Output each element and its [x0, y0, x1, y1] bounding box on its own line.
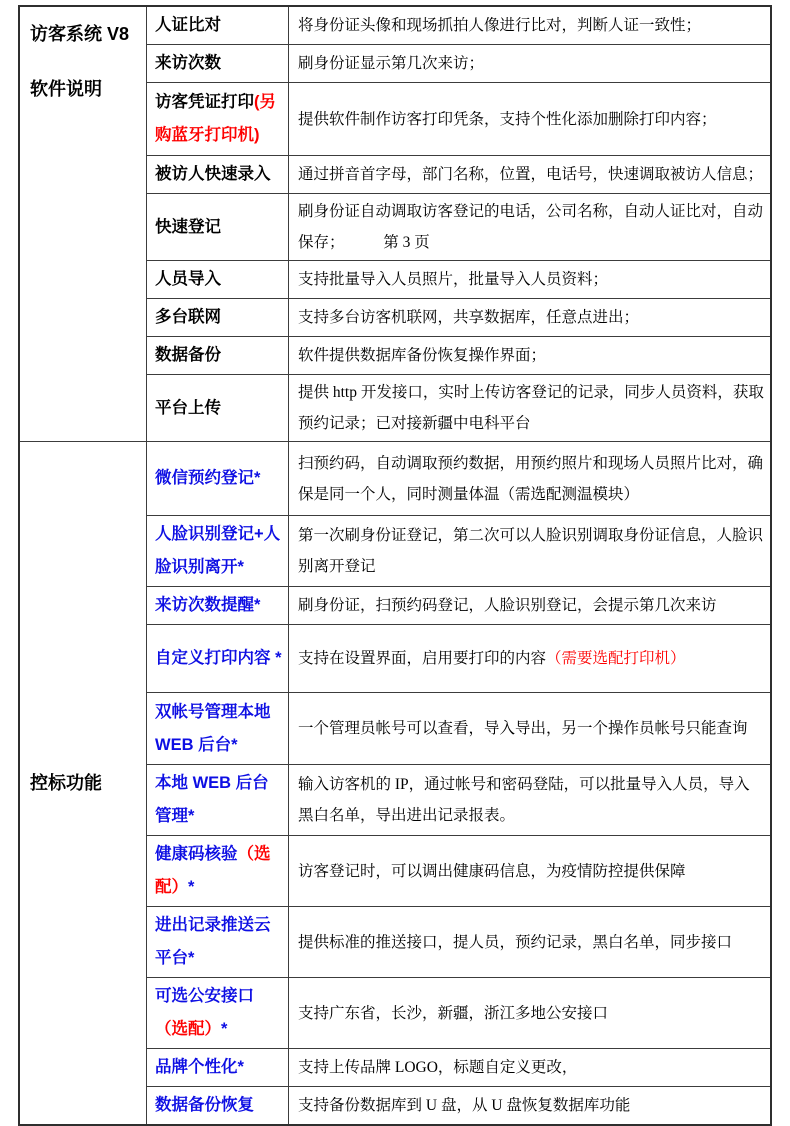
table-row: [147, 374, 770, 441]
feature-description-cell: [289, 194, 770, 260]
feature-description-cell: [289, 907, 770, 977]
feature-description-cell: [289, 83, 770, 155]
feature-description-cell: [289, 7, 770, 44]
feature-name: [155, 263, 221, 296]
section-header-line: 控标功能: [30, 773, 102, 793]
text-segment: 双帐号管理本地 WEB 后台*: [155, 702, 276, 754]
feature-description-cell: [289, 375, 770, 441]
feature-description: [298, 643, 686, 674]
text-segment: 支持批量导入人员照片，批量导入人员资料；: [298, 271, 609, 288]
feature-name: [155, 1051, 244, 1084]
text-segment: 支持上传品牌 LOGO，标题自定义更改，: [298, 1059, 578, 1076]
feature-description: [298, 590, 717, 621]
feature-description-cell: [289, 337, 770, 374]
feature-description: [298, 927, 732, 958]
feature-name: [155, 392, 221, 425]
text-segment: 来访次数提醒*: [155, 596, 261, 614]
feature-name: [155, 462, 260, 495]
feature-description-cell: [289, 156, 770, 193]
feature-name: [155, 211, 221, 244]
feature-description-cell: [289, 442, 770, 515]
text-segment: 人脸识别登记+人脸识别离开*: [155, 525, 281, 576]
text-segment: 数据备份恢复: [155, 1096, 254, 1114]
feature-description-cell: [289, 45, 770, 82]
table-row: [147, 835, 770, 906]
section-header-cell: [20, 7, 147, 441]
feature-description: [298, 769, 764, 831]
table-row: [147, 977, 770, 1048]
feature-name: [155, 642, 282, 675]
feature-name-cell: [147, 587, 289, 624]
feature-name-cell: [147, 1087, 289, 1124]
feature-description-cell: [289, 261, 770, 298]
feature-description-cell: [289, 693, 770, 764]
feature-description: [298, 104, 717, 135]
feature-name-cell: [147, 978, 289, 1048]
table-row: [147, 1086, 770, 1124]
feature-description-cell: [289, 1087, 770, 1124]
feature-description: [298, 1052, 577, 1083]
text-segment: 平台上传: [155, 398, 221, 417]
feature-description: [298, 998, 608, 1029]
text-segment: 提供软件制作访客打印凭条，支持个性化添加删除打印内容；: [298, 110, 717, 128]
text-segment: 支持多台访客机联网，共享数据库，任意点进出；: [298, 309, 640, 326]
feature-description: [298, 713, 748, 744]
feature-name-cell: [147, 375, 289, 441]
section-header-cell: [20, 442, 147, 1124]
text-segment: 被访人快速录入: [155, 165, 271, 183]
text-segment: 通过拼音首字母，部门名称，位置，电话号，快速调取被访人信息；: [298, 166, 764, 183]
feature-name: [155, 1089, 254, 1122]
text-segment: 人证比对: [155, 16, 221, 34]
feature-name-cell: [147, 693, 289, 764]
feature-description-cell: [289, 765, 770, 835]
table-row: [147, 260, 770, 298]
feature-description-cell: [289, 1049, 770, 1086]
feature-description: [298, 340, 546, 371]
section-header-line: 访客系统 V8: [30, 24, 130, 44]
feature-name: [155, 86, 284, 152]
text-segment: 数据备份: [155, 346, 221, 364]
text-segment: 访客凭证打印: [155, 93, 254, 111]
feature-name-cell: [147, 83, 289, 155]
text-segment: *: [221, 1020, 228, 1038]
text-segment: 快速登记: [155, 217, 221, 236]
feature-name: [155, 158, 271, 191]
text-segment: 将身份证头像和现场抓拍人像进行比对，判断人证一致性；: [298, 17, 702, 34]
feature-name-cell: [147, 194, 289, 260]
section-rows: [147, 7, 770, 441]
feature-description: [298, 159, 763, 190]
text-segment: 提供 http 开发接口，实时上传访客登记的记录，同步人员资料，获取预约记录；已对接新疆中电科平台: [298, 384, 764, 432]
text-segment: 本地 WEB 后台管理*: [155, 774, 269, 825]
feature-name-cell: [147, 442, 289, 515]
text-segment: 进出记录推送云平台*: [155, 916, 271, 967]
feature-description: [298, 856, 686, 887]
feature-description: [298, 10, 701, 41]
text-segment: 支持备份数据库到 U 盘，从 U 盘恢复数据库功能: [298, 1097, 631, 1114]
text-segment: 可选公安接口: [155, 987, 254, 1005]
feature-name: [155, 980, 284, 1046]
feature-name: [155, 696, 284, 762]
table-row: [147, 44, 770, 82]
text-segment: 扫预约码，自动调取预约数据，用预约照片和现场人员照片比对，确保是同一个人，同时测量体温（需选配测温模块）: [298, 454, 764, 503]
text-segment: 人员导入: [155, 270, 221, 288]
text-segment: 刷身份证，扫预约码登记，人脸识别登记，会提示第几次来访: [298, 597, 717, 614]
table-row: [147, 515, 770, 586]
feature-name: [155, 909, 284, 975]
feature-description: [298, 1090, 630, 1121]
feature-name-cell: [147, 836, 289, 906]
feature-name-cell: [147, 765, 289, 835]
table-row: [147, 298, 770, 336]
table-row: [147, 906, 770, 977]
table-row: [147, 336, 770, 374]
text-segment: 输入访客机的 IP，通过帐号和密码登陆，可以批量导入人员，导入黑白名单，导出进出记录报表。: [298, 776, 750, 824]
text-segment: 一个管理员帐号可以查看，导入导出，另一个操作员帐号只能查询: [298, 720, 748, 737]
text-segment: 第一次刷身份证登记，第二次可以人脸识别调取身份证信息，人脸识别离开登记: [298, 527, 764, 575]
text-segment: 支持广东省，长沙，新疆，浙江多地公安接口: [298, 1004, 609, 1022]
text-segment: 软件提供数据库备份恢复操作界面；: [298, 347, 547, 364]
text-segment: 健康码核验: [155, 845, 238, 863]
text-segment: *: [188, 878, 195, 896]
feature-description-cell: [289, 836, 770, 906]
feature-name: [155, 301, 221, 334]
text-segment: （需要选配打印机）: [546, 650, 686, 667]
feature-name: [155, 838, 284, 904]
feature-name-cell: [147, 299, 289, 336]
text-segment: (另购蓝牙打印机): [155, 93, 276, 144]
table-row: [147, 155, 770, 193]
text-segment: 刷身份证显示第几次来访；: [298, 55, 485, 72]
feature-description-cell: [289, 625, 770, 692]
feature-description: [298, 196, 764, 258]
feature-description: [298, 448, 764, 510]
feature-description: [298, 302, 639, 333]
feature-description: [298, 377, 764, 439]
feature-description-cell: [289, 299, 770, 336]
feature-name-cell: [147, 45, 289, 82]
feature-name-cell: [147, 907, 289, 977]
feature-description: [298, 264, 608, 295]
text-segment: 多台联网: [155, 308, 221, 326]
feature-name: [155, 518, 284, 584]
table-row: [147, 764, 770, 835]
feature-name-cell: [147, 7, 289, 44]
feature-name: [155, 767, 284, 833]
feature-name: [155, 589, 260, 622]
feature-name-cell: [147, 625, 289, 692]
feature-name-cell: [147, 337, 289, 374]
text-segment: 微信预约登记*: [155, 469, 261, 487]
table-row: [147, 586, 770, 624]
feature-name: [155, 339, 221, 372]
text-segment: 自定义打印内容 *: [155, 649, 282, 667]
section-rows: [147, 442, 770, 1124]
table-section: [20, 441, 770, 1124]
text-segment: 支持在设置界面，启用要打印的内容: [298, 650, 547, 667]
text-segment: 访客登记时，可以调出健康码信息，为疫情防控提供保障: [298, 862, 686, 880]
text-segment: （选配）: [155, 845, 271, 896]
table-row: [147, 193, 770, 260]
feature-description-cell: [289, 587, 770, 624]
table-row: [147, 692, 770, 764]
feature-description-cell: [289, 978, 770, 1048]
feature-name-cell: [147, 156, 289, 193]
table-row: [147, 624, 770, 692]
text-segment: 提供标准的推送接口，提人员，预约记录，黑白名单，同步接口: [298, 933, 733, 951]
text-segment: （选配）: [155, 1020, 221, 1038]
feature-name-cell: [147, 1049, 289, 1086]
table-row: [147, 442, 770, 515]
table-row: [147, 82, 770, 155]
feature-name-cell: [147, 261, 289, 298]
spec-table: [18, 5, 772, 1126]
table-section: [20, 7, 770, 441]
section-header-line: 软件说明: [30, 79, 102, 99]
feature-name-cell: [147, 516, 289, 586]
text-segment: 品牌个性化*: [155, 1058, 244, 1076]
text-segment: 刷身份证自动调取访客登记的电话，公司名称，自动人证比对，自动保存； 第 3 页: [298, 203, 764, 251]
table-row: [147, 1048, 770, 1086]
table-row: [147, 7, 770, 44]
feature-name: [155, 47, 221, 80]
feature-description: [298, 520, 764, 582]
text-segment: 来访次数: [155, 54, 221, 72]
feature-description: [298, 48, 484, 79]
feature-description-cell: [289, 516, 770, 586]
feature-name: [155, 9, 221, 42]
